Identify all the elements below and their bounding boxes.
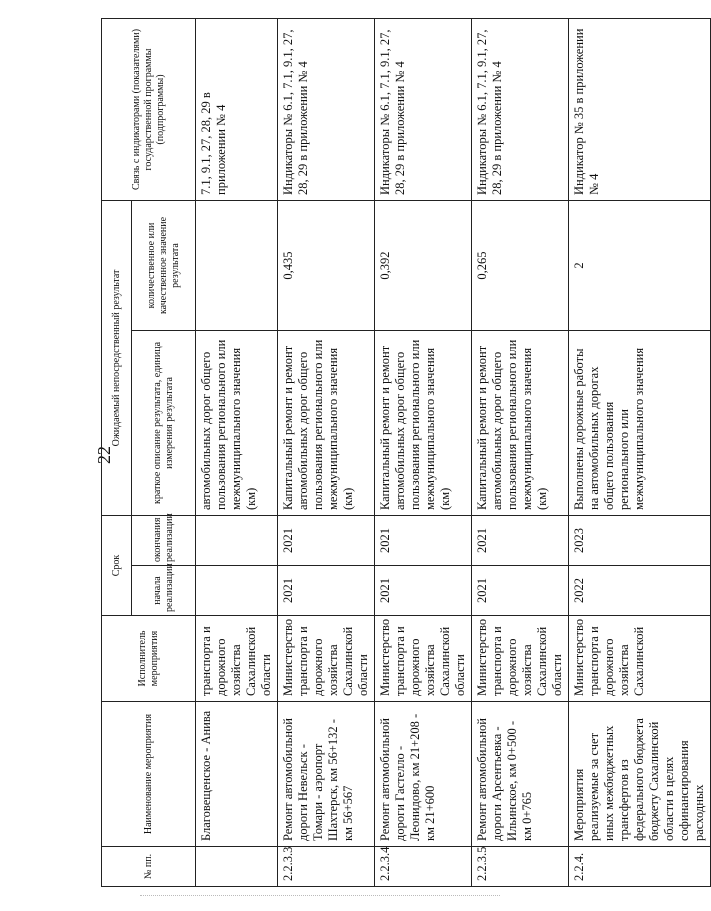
row-start: 2021	[472, 566, 569, 616]
row-desc: Выполнены дорожные работы на автомобильных дорогах общего пользования регионального или межмуниципального значения	[569, 331, 711, 516]
scan-artifact	[140, 895, 500, 900]
row-executor: транспорта и дорожного хозяйства Сахалинской области	[196, 616, 278, 702]
row-num: 2.2.3.4	[375, 847, 472, 887]
row-value: 0,435	[278, 200, 375, 330]
row-name: Мероприятия реализуемые за счет иных межбюджетных трансфертов из федерального бюджета бюджету Сахалинской области в целях софинансирования расходных	[569, 702, 711, 847]
row-executor: Министерство транспорта и дорожного хозяйства Сахалинской области	[278, 616, 375, 702]
row-executor: Министерство транспорта и дорожного хозяйства Сахалинской области	[472, 616, 569, 702]
row-desc: Капитальный ремонт и ремонт автомобильных дорог общего пользования регионального или межмуниципального значения (км)	[278, 331, 375, 516]
row-num	[196, 847, 278, 887]
row-end: 2021	[472, 516, 569, 566]
page-number: 22	[94, 446, 114, 464]
row-link: Индикаторы № 6.1, 7.1, 9.1, 27, 28, 29 в приложении № 4	[375, 18, 472, 200]
table-row	[569, 18, 711, 886]
row-name: Ремонт автомобильной дороги Невельск - Томари - аэропорт Шахтерск, км 56+132 - км 56+567	[278, 702, 375, 847]
row-value: 2	[569, 200, 711, 330]
row-start: 2021	[375, 566, 472, 616]
header-executor: Исполнитель мероприятия	[102, 616, 196, 702]
row-value	[196, 200, 278, 330]
row-num: 2.2.4.	[569, 847, 711, 887]
row-link: Индикаторы № 6.1, 7.1, 9.1, 27, 28, 29 в приложении № 4	[278, 18, 375, 200]
header-result-desc: краткое описание результата, единица измерения результата	[132, 331, 196, 516]
row-end	[196, 516, 278, 566]
row-num: 2.2.3.3	[278, 847, 375, 887]
header-name: Наименование мероприятия	[102, 702, 196, 847]
row-executor: Министерство транспорта и дорожного хозяйства Сахалинской	[569, 616, 711, 702]
row-desc: Капитальный ремонт и ремонт автомобильных дорог общего пользования регионального или межмуниципального значения (км)	[375, 331, 472, 516]
row-start: 2022	[569, 566, 711, 616]
header-link: Связь с индикаторами (показателями) государственной программы (подпрограммы)	[102, 18, 196, 200]
row-desc: Капитальный ремонт и ремонт автомобильных дорог общего пользования регионального или межмуниципального значения (км)	[472, 331, 569, 516]
header-term: Срок	[102, 516, 132, 616]
row-link: Индикатор № 35 в приложении № 4	[569, 18, 711, 200]
row-start	[196, 566, 278, 616]
measures-table	[101, 18, 711, 887]
header-result-value: количественное или качественное значение результата	[132, 200, 196, 330]
row-executor: Министерство транспорта и дорожного хозяйства Сахалинской области	[375, 616, 472, 702]
row-start: 2021	[278, 566, 375, 616]
table-row	[278, 18, 375, 886]
row-name: Ремонт автомобильной дороги Гастелло - Леонидово, км 21+208 - км 21+600	[375, 702, 472, 847]
table-row	[196, 18, 278, 886]
row-num: 2.2.3.5	[472, 847, 569, 887]
row-name: Ремонт автомобильной дороги Арсентьевка - Ильинское, км 0+500 - км 0+765	[472, 702, 569, 847]
table-row	[375, 18, 472, 886]
row-value: 0,265	[472, 200, 569, 330]
row-link: Индикаторы № 6.1, 7.1, 9.1, 27, 28, 29 в приложении № 4	[472, 18, 569, 200]
table-row	[472, 18, 569, 886]
table-header	[102, 18, 196, 886]
row-end: 2021	[375, 516, 472, 566]
row-value: 0,392	[375, 200, 472, 330]
row-end: 2021	[278, 516, 375, 566]
rotated-page	[101, 19, 706, 887]
header-num: № пп.	[102, 847, 196, 887]
header-result: Ожидаемый непосредственный результат	[102, 200, 132, 515]
header-term-end: окончания реализации	[132, 516, 196, 566]
header-term-start: начала реализации	[132, 566, 196, 616]
row-desc: автомобильных дорог общего пользования регионального или межмуниципального значения (км)	[196, 331, 278, 516]
row-end: 2023	[569, 516, 711, 566]
row-name: Благовещенское - Анива	[196, 702, 278, 847]
row-link: 7.1, 9.1, 27, 28, 29 в приложении № 4	[196, 18, 278, 200]
